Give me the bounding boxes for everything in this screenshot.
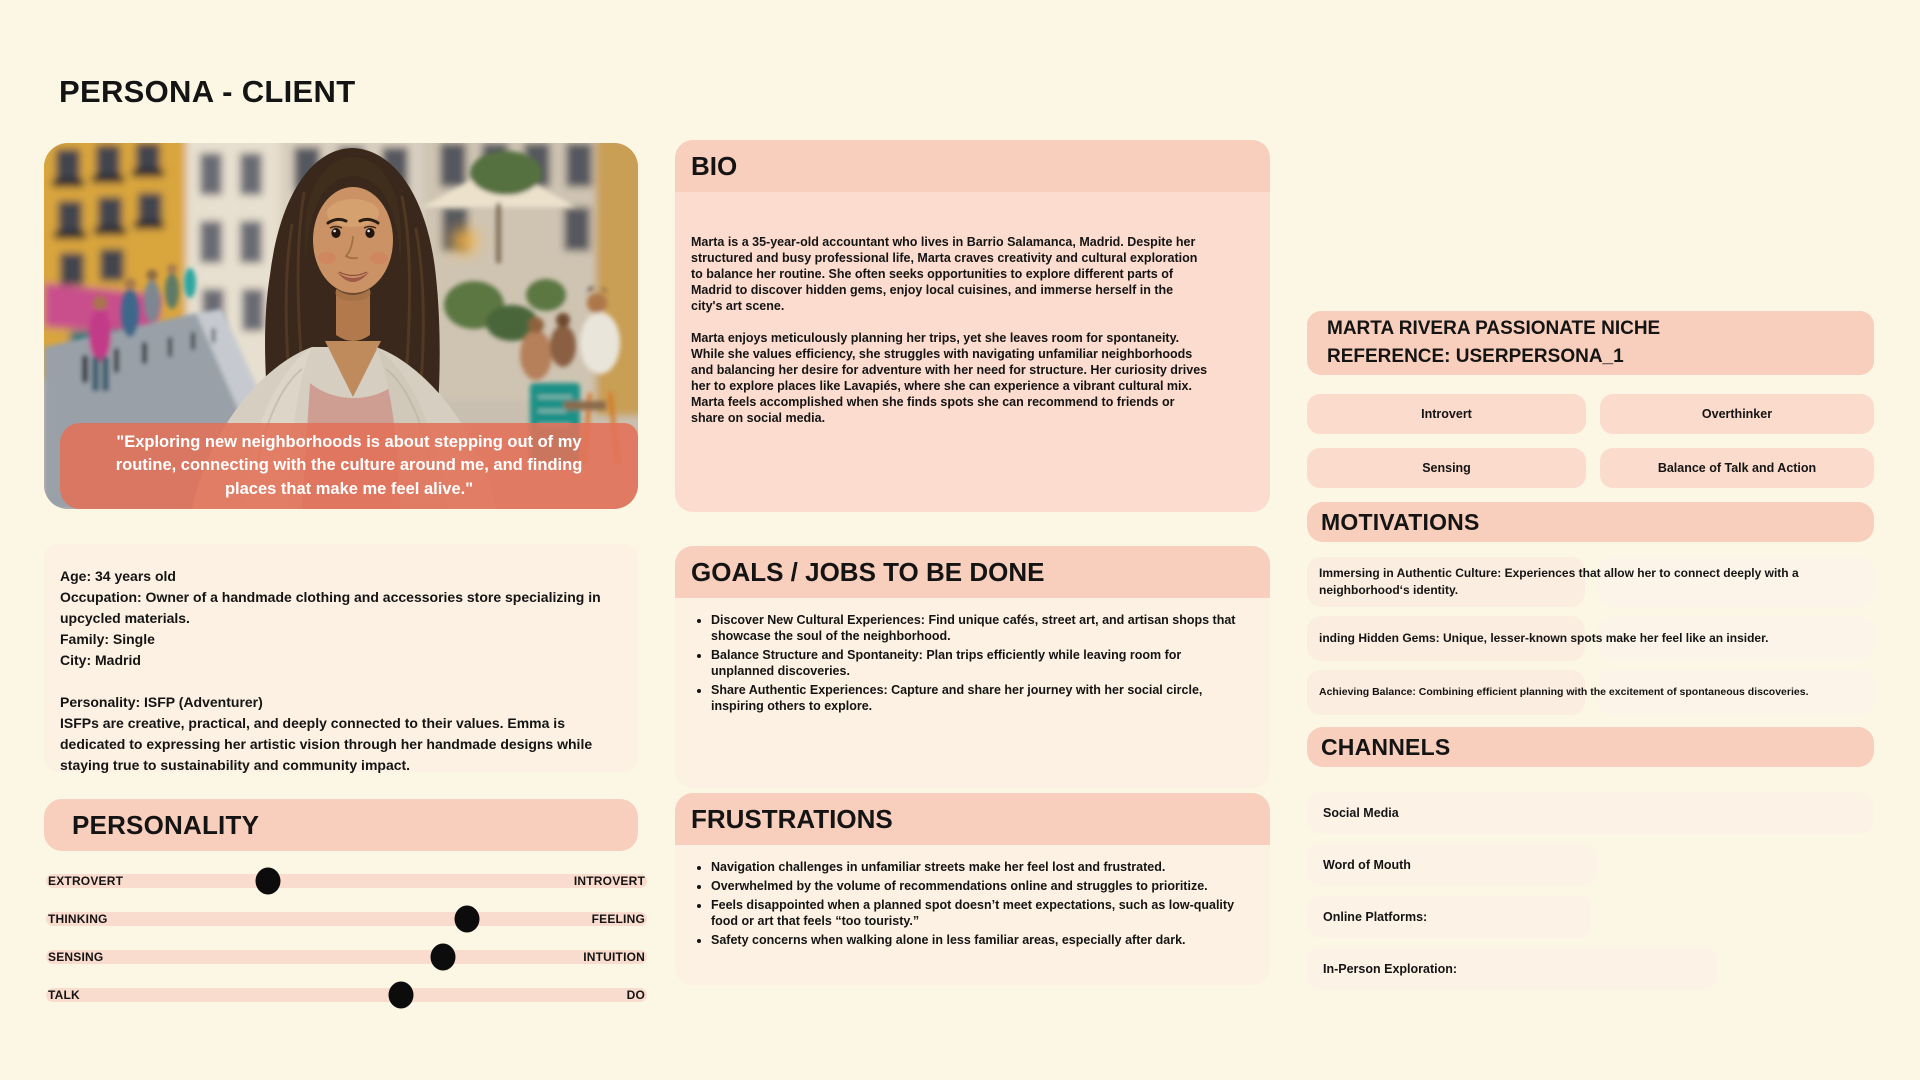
bio-paragraph: Marta enjoys meticulously planning her trips, yet she leaves room for spontaneity. While she values efficiency, she struggles with navigating unfamiliar neighborhoods and balancing her desire for adventure with her need for structure. Her curiosity drives her to explore places like Lavapiés, where she can experience a vibrant cultural mix. Marta feels accomplished when she finds spots she can recommend to friends or share on social media. [691,331,1208,425]
slider-dot[interactable] [430,944,455,971]
frustrations-section-header [675,793,1270,845]
bio-panel [675,192,1270,512]
goal-item: • Discover New Cultural Experiences: Find unique cafés, street art, and artisan shops that showcase the soul of the neighborhood. [711,612,1242,644]
demographic-occupation: Occupation: Owner of a handmade clothing and accessories store specializing in upcycled materials. [60,589,601,626]
trait-tag-balance [1600,448,1874,488]
slider-label-left: SENSING [48,950,104,964]
spacer [60,671,616,692]
frustration-item: • Navigation challenges in unfamiliar streets make her feel lost and frustrated. [711,859,1242,875]
goals-panel [675,598,1270,788]
channels-section-header [1307,727,1874,767]
frustration-item: • Safety concerns when walking alone in less familiar areas, especially after dark. [711,932,1242,948]
motivation-item [1307,670,1874,715]
slider-thinking-feeling [46,912,647,926]
channel-label: Word of Mouth [1323,858,1411,872]
channel-label: In-Person Exploration: [1323,962,1458,976]
tag-label: Overthinker [1701,407,1773,421]
trait-tag-sensing [1307,448,1586,488]
tag-label: Sensing [1422,461,1471,475]
persona-photo [44,143,638,509]
slider-extrovert-introvert [46,874,647,888]
slider-sensing-intuition [46,950,647,964]
bio-title: BIO [691,150,738,181]
demographic-city: City: Madrid [60,652,141,668]
trait-tag-introvert [1307,394,1586,434]
persona-quote: "Exploring new neighborhoods is about stepping out of my routine, connecting with the culture around me, and finding places that make me feel alive." [115,432,583,498]
slider-label-left: TALK [48,988,80,1002]
personality-title: PERSONALITY [72,809,260,840]
slider-dot[interactable] [388,982,413,1009]
motivation-item [1307,616,1874,661]
persona-reference: REFERENCE: USERPERSONA_1 [1327,346,1624,367]
motivation-text: Achieving Balance: Combining efficient planning with the excitement of spontaneous discoveries. [1319,686,1809,698]
streetlamp-glow [452,229,476,253]
motivation-item [1307,557,1874,607]
demographic-family: Family: Single [60,631,155,647]
channels-title: CHANNELS [1321,733,1451,760]
channel-label: Online Platforms: [1323,910,1428,924]
slider-talk-do [46,988,647,1002]
motivations-title: MOTIVATIONS [1321,508,1480,535]
persona-name-banner [1307,311,1874,375]
bio-section-header [675,140,1270,192]
channel-word-of-mouth [1307,844,1597,886]
frustrations-title: FRUSTRATIONS [691,803,893,834]
slider-label-right: DO [626,988,645,1002]
slider-dot[interactable] [256,868,281,895]
slider-label-right: FEELING [591,912,645,926]
slider-label-right: INTUITION [583,950,645,964]
motivations-section-header [1307,502,1874,542]
channel-label: Social Media [1323,806,1399,820]
trait-tag-overthinker [1600,394,1874,434]
motivation-text: inding Hidden Gems: Unique, lesser-known spots make her feel like an insider. [1319,631,1769,645]
quote-overlay [60,423,638,509]
demographic-age: Age: 34 years old [60,568,176,584]
personality-description: ISFPs are creative, practical, and deeply connected to their values. Emma is dedicated to expressing her artistic vision through her handmade designs while staying true to sustainability and community impact. [60,715,593,773]
goal-item: • Balance Structure and Spontaneity: Plan trips efficiently while leaving room for unplanned discoveries. [711,647,1242,679]
tag-label: Introvert [1421,407,1472,421]
personality-section-header [44,799,638,851]
personality-type: Personality: ISFP (Adventurer) [60,694,263,710]
channel-online-platforms [1307,896,1591,938]
frustration-item: • Overwhelmed by the volume of recommendations online and struggles to prioritize. [711,878,1242,894]
frustration-item: • Feels disappointed when a planned spot doesn’t meet expectations, such as low-quality food or art that feels “too touristy.” [711,897,1242,929]
goal-item: • Share Authentic Experiences: Capture and share her journey with her social circle, inspiring others to explore. [711,682,1242,714]
persona-name: MARTA RIVERA PASSIONATE NICHE [1327,318,1661,339]
slider-dot[interactable] [454,906,479,933]
demographics-panel [44,544,638,772]
frustrations-panel [675,845,1270,985]
channel-in-person-exploration [1307,948,1717,990]
channel-social-media [1307,792,1874,834]
slider-label-right: INTROVERT [573,874,645,888]
motivation-text: Immersing in Authentic Culture: Experiences that allow her to connect deeply with a neighborhood‘s identity. [1319,566,1799,597]
slider-label-left: THINKING [48,912,108,926]
bio-paragraph: Marta is a 35-year-old accountant who lives in Barrio Salamanca, Madrid. Despite her structured and busy professional life, Marta craves creativity and cultural exploration to balance her routine. She often seeks opportunities to explore different parts of Madrid to discover hidden gems, enjoy local cuisines, and immerse herself in the city's art scene. [691,235,1198,313]
tag-label: Balance of Talk and Action [1657,461,1817,475]
slider-label-left: EXTROVERT [48,874,124,888]
page-title: PERSONA - CLIENT [59,74,356,109]
goals-title: GOALS / JOBS TO BE DONE [691,556,1045,587]
goals-section-header [675,546,1270,598]
